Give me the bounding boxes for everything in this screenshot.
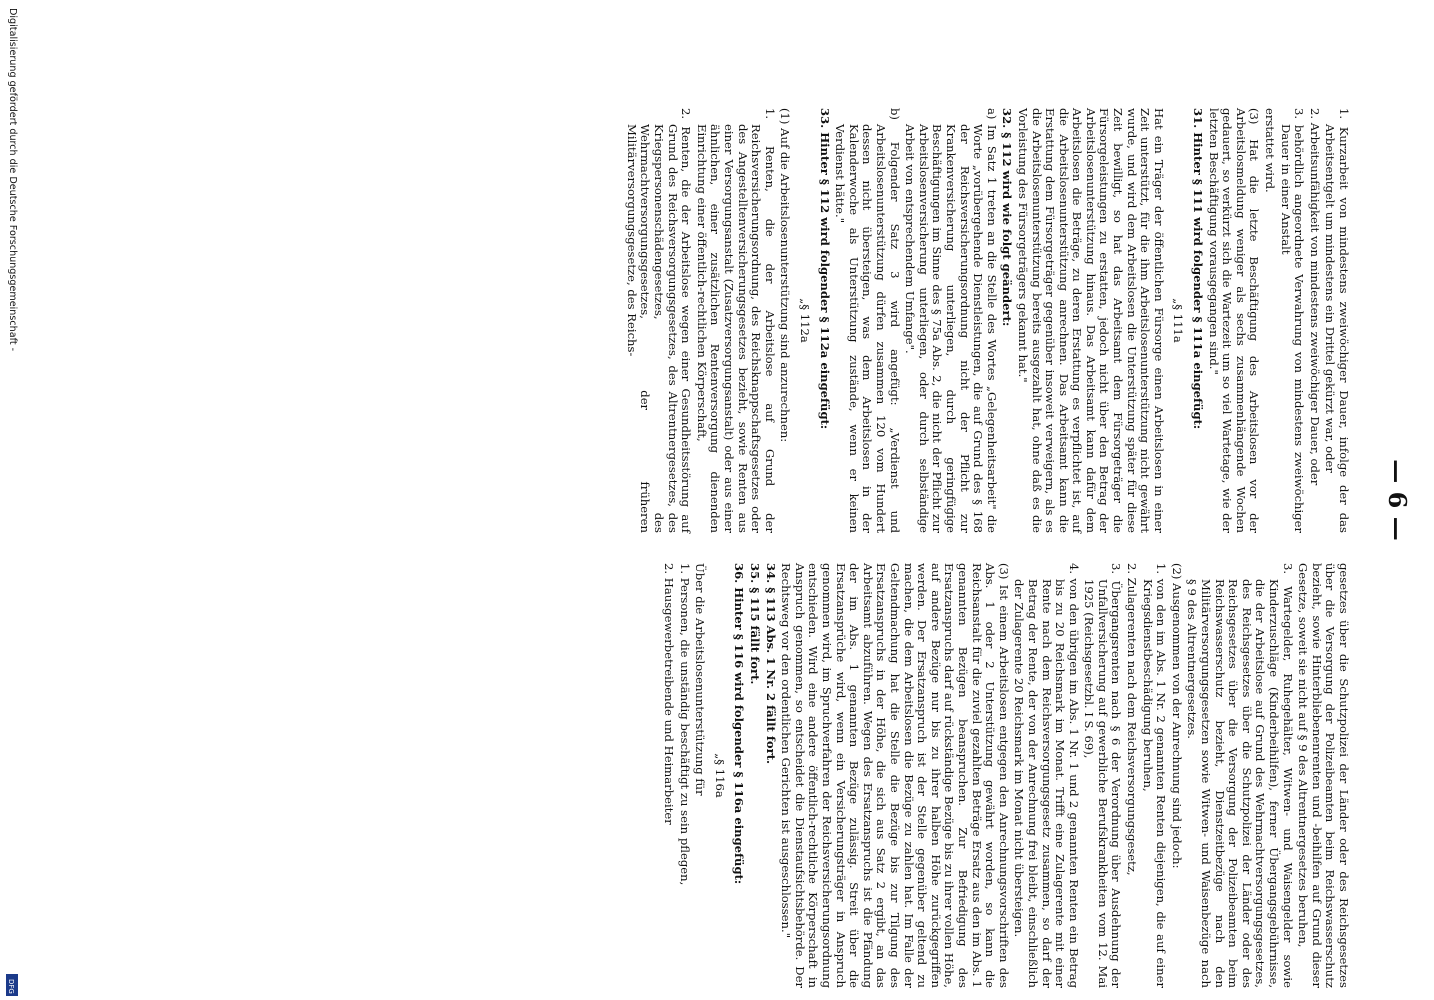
list-item: b) Folgender Satz 3 wird angefügt: „Verdienst und Arbeitslosenunterstützung dürfen zusammen 120 vom Hundert dessen nicht übersteigen, was dem Arbeitslosen in der Kalenderwoche als Unterstützung zustände, wenn er keinen Verdienst hätte.": [833, 108, 902, 533]
list-item: 3. Übergangsrenten nach § 6 der Verordnung über Ausdehnung der Unfallversicherung auf gewerbliche Berufskrankheiten vom 12. Mai 1925 (Reichsgesetzbl. I S. 69),: [1082, 563, 1124, 988]
paragraph: (2) Ausgenommen von der Anrechnung sind jedoch:: [1169, 563, 1184, 869]
list-item: 1. Kurzarbeit von mindestens zweiwöchiger Dauer, infolge der das Arbeitsentgelt um mindestens ein Drittel gekürzt war, oder: [1323, 108, 1351, 533]
list-item: a) Im Satz 1 treten an die Stelle des Wortes „Gelegenheitsarbeit" die Worte „vorübergehende Dienstleistungen, die auf Grund des § 168 der Reichsversicherungsordnung nicht der Pflicht zur Krankenversicherung unterliegen, durch geringfügige Beschäftigungen im Sinne des § 75a Abs. 2, die nicht der Pflicht zur Arbeitslosenversicherung unterliegen, oder durch selbständige Arbeit von entsprechendem Umfange".: [903, 108, 999, 533]
right-column: [660, 563, 1351, 988]
credit-text: Digitalisierung gefördert durch die Deutsche Forschungsgemeinschaft -: [7, 8, 18, 352]
list-item: 3. Wartegelder, Ruhegehälter, Witwen- und Waisengelder sowie Kinderzuschläge (Kinderbeihilfen), ferner Übergangsgebührnisse, die der Arbeitslose auf Grund des Wehrmachtversorgungsgesetzes, des Reichsgesetzes über die Schutzpolizei der Länder oder des Reichsgesetzes über die Versorgung der Polizeibeamten beim Reichswasserschutz bezieht, Dienstzeitbezüge nach den Militärversorgungsgesetzen sowie Witwen- und Waisenbezüge nach § 9 des Altrentnergesetzes.: [1185, 563, 1295, 988]
dfg-logo: [6, 974, 18, 996]
list-item: 1. Renten, die der Arbeitslose auf Grund der Reichsversicherungsordnung, des Reichsknappschaftsgesetzes oder des Angestelltenversicherungsgesetzes bezieht, sowie Renten aus einer Versorgungsanstalt (Zusatzversorgungsanstalt) oder aus einer ähnlichen, einer zusätzlichen Rentenversorgung dienenden Einrichtung einer öffentlich-rechtlichen Körperschaft,: [694, 108, 777, 533]
paragraph: erstattet wird.: [1263, 108, 1278, 193]
section-heading: „§ 116a: [712, 753, 727, 798]
list-item: 1. von den im Abs. 1 Nr. 2 genannten Renten diejenigen, die auf einer Kriegsdienstbeschädigung beruhen,: [1140, 563, 1169, 988]
list-item: 2. Arbeitsunfähigkeit von mindestens zweiwöchiger Dauer, oder: [1307, 108, 1322, 486]
paragraph: gesetzes über die Schutzpolizei der Länder oder des Reichsgesetzes über die Versorgung der Polizeibeamten beim Reichswasserschutz bezieht, sowie Hinterbliebenenrenten und -beihilfen auf Grund dieser Gesetze, soweit sie nicht auf § 9 des Altrentnergesetzes beruhen,: [1296, 563, 1351, 988]
amendment-entry: 34. § 113 Abs. 1 Nr. 2 fällt fort.: [763, 563, 778, 765]
digitization-credit: [6, 8, 18, 993]
paragraph: (3) Hat die letzte Beschäftigung des Arbeitslosen vor der Arbeitslosmeldung weniger als sechs zusammenhängende Wochen gedauert, so verkürzt sich die Wartezeit um so viel Wartetage, wie der letzten Beschäftigung vorausgegangen sind.": [1206, 108, 1262, 533]
left-column: [622, 108, 1350, 533]
paragraph: (1) Auf die Arbeitslosenunterstützung sind anzurechnen:: [778, 108, 793, 443]
list-item: 1. Personen, die unständig beschäftigt zu sein pflegen,: [677, 563, 692, 886]
list-item: 2. Renten, die der Arbeitslose wegen einer Gesundheitsstörung auf Grund des Reichsversorgungsgesetzes, des Altrentnergesetzes, des Kriegspersonenschädengesetzes, des Wehrmachtversorgungsgesetzes, der früheren Militärversorgungsgesetze, des Reichs-: [624, 108, 694, 533]
dfg-logo-text: DFG: [7, 979, 15, 994]
amendment-entry: 35. § 115 fällt fort.: [748, 563, 763, 685]
paragraph: (3) Ist einem Arbeitslosen entgegen den Anrechnungsvorschriften des Abs. 1 oder 2 Unterstützung gewährt worden, so kann die Reichsanstalt für die zuviel gezahlten Beträge Ersatz aus den im Abs. 1 genannten Bezügen beanspruchen. Zur Befriedigung des Ersatzanspruchs darf auf rückständige Bezüge bis zu ihrer vollen Höhe, auf andere Bezüge nur bis zu ihrer halben Höhe zurückgegriffen werden. Der Ersatzanspruch ist der Stelle gegenüber geltend zu machen, die dem Arbeitslosen die Bezüge zu zahlen hat. Im Falle der Geltendmachung hat die Stelle die Bezüge bis zur Tilgung des Ersatzanspruchs in der Höhe, die sich aus Satz 2 ergibt, an das Arbeitsamt abzuführen. Wegen des Ersatzanspruchs ist die Pfändung der im Abs. 1 genannten Bezüge zulässig. Streit über die Ersatzansprüche wird, wenn ein Versicherungsträger in Anspruch genommen wird, im Spruchverfahren der Reichsversicherungsordnung entschieden. Wird eine andere öffentlich-rechtliche Körperschaft in Anspruch genommen, so entscheidet die Dienstaufsichtsbehörde. Der Rechtsweg vor den ordentlichen Gerichten ist ausgeschlossen.": [779, 563, 1011, 988]
list-item: 2. Hausgewerbetreibende und Heimarbeiter: [662, 563, 677, 825]
amendment-entry: 32. § 112 wird wie folgt geändert:: [1000, 108, 1015, 327]
amendment-entry: 31. Hinter § 111 wird folgender § 111a eingefügt:: [1191, 108, 1206, 430]
list-item: 2. Zulagerenten nach dem Reichsversorgungsgesetz,: [1125, 563, 1140, 876]
list-item: 3. behördlich angeordnete Verwahrung von mindestens zweiwöchiger Dauer in einer Anstalt: [1278, 108, 1307, 533]
section-heading: „§ 111a: [1171, 298, 1186, 343]
paragraph: Über die Arbeitslosenunterstützung für: [693, 563, 708, 796]
paragraph: Hat ein Träger der öffentlichen Fürsorge einen Arbeitslosen in einer Zeit unterstützt, für die ihm Arbeitslosenunterstützung nicht gewährt wurde, und wird dem Arbeitslosen die Unterstützung später für diese Zeit bewilligt, so hat das Arbeitsamt dem Fürsorgeträger die Fürsorgeleistungen zu erstatten, jedoch nicht über den Betrag der Arbeitslosenunterstützung hinaus. Das Arbeitsamt kann dafür dem Arbeitslosen die Beträge, zu deren Erstattung es verpflichtet ist, auf die Arbeitslosenunterstützung anrechnen. Das Arbeitsamt kann die Erstattung dem Fürsorgeträger gegenüber insoweit verweigern, als es die Arbeitslosenunterstützung bereits ausgezahlt hat, ohne daß es die Vorleistung des Fürsorgeträgers gekannt hat.": [1015, 108, 1166, 533]
page-number: — 6 —: [1383, 459, 1412, 541]
list-item: 4. von den übrigen im Abs. 1 Nr. 1 und 2 genannten Renten ein Betrag bis zu 20 Reichsmark im Monat. Trifft eine Zulagerente mit einer Rente nach dem Reichsversorgungsgesetz zusammen, so darf der Betrag der Rente, der von der Anrechnung frei bleibt, einschließlich der Zulagerente 20 Reichsmark im Monat nicht übersteigen.: [1012, 563, 1081, 988]
amendment-entry: 36. Hinter § 116 wird folgender § 116a eingefügt:: [732, 563, 747, 885]
section-heading: „§ 112a: [798, 298, 813, 343]
amendment-entry: 33. Hinter § 112 wird folgender § 112a eingefügt:: [817, 108, 832, 430]
